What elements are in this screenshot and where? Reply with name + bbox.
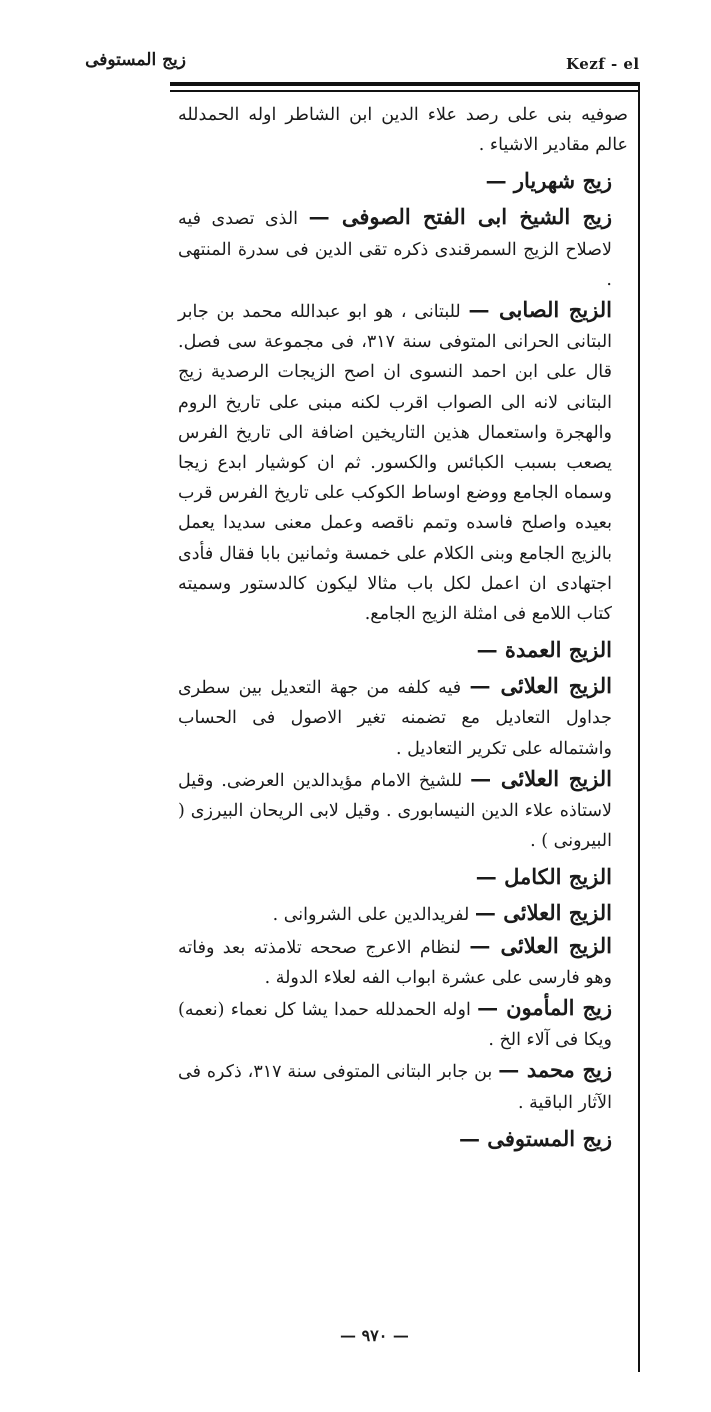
page-number: — ۹۷۰ — (340, 1326, 409, 1345)
entry-head: الزیج العلائی — (474, 900, 612, 926)
running-header-arabic: زیج المستوفی (85, 50, 186, 70)
entry (178, 931, 628, 993)
entry-text: بن جابر البتانی المتوفی سنة ۳۱۷، ذکره فی الآثار الباقیة . (178, 1062, 612, 1113)
entry-text: الذی تصدی فیه لاصلاح الزیج السمرقندی ذکره تقی الدین فی سدرة المنتهی . (178, 209, 612, 290)
page-body (178, 100, 628, 1160)
entry-text: اوله الحمدلله حمدا یشا کل نعماء (نعمه) ویکا فی آلاء الخ . (178, 1000, 612, 1051)
margin-rule (638, 82, 640, 1372)
header-rule-thin (170, 90, 638, 92)
entry-head: الزیج الصابی — (468, 297, 612, 323)
entry-head: زیج محمد — (498, 1057, 612, 1083)
entry-head: الزیج الکامل — (475, 864, 612, 890)
entry-head: زیج المأمون — (477, 995, 612, 1021)
entry-heading-only (178, 629, 628, 671)
entry-head: الزیج العمدة — (476, 637, 612, 663)
entry-text: لفریدالدین علی الشروانی . (272, 905, 475, 926)
entry-head: الزیج العلائی — (469, 932, 613, 958)
entry-head: زیج الشیخ ابی الفتح الصوفی — (308, 204, 612, 230)
entry (178, 1055, 628, 1117)
entry (178, 993, 628, 1055)
entry (178, 671, 628, 764)
entry-text: فیه کلفه من جهة التعدیل بین سطری جداول التعادیل مع تضمنه تغیر الاصول فی الحساب واشتماله علی تکریر التعادیل . (178, 678, 612, 759)
entry (178, 898, 628, 930)
entry-head: الزیج العلائی — (469, 673, 612, 699)
entry-head: الزیج العلائی — (470, 765, 612, 791)
entry (178, 202, 628, 295)
header-rule-thick (170, 82, 638, 86)
entry-head: زیج شهریار — (485, 168, 612, 194)
entry-text: صوفیه بنی علی رصد علاء الدین ابن الشاطر اوله الحمدلله عالم مقادیر الاشیاء . (178, 105, 628, 156)
entry-heading-only (178, 160, 628, 202)
entry-continuation (178, 100, 628, 160)
entry-text: للشیخ الامام مؤیدالدین العرضی. وقیل لاستاذه علاء الدین النیسابوری . وقیل لابی الریحان البیرزی ( البیرونی ) . (178, 770, 612, 852)
entry-heading-only (178, 1118, 628, 1160)
entry-text: للبتانی ، هو ابو عبدالله محمد بن جابر البتانی الحرانی المتوفی سنة ۳۱۷، فی مجموعة سی فصل. قال علی ابن احمد النسوی ان اصح الزیجات الرصدیة زیج البتانی لانه الی الصواب اقرب لکنه مبنی علی تاریخ الروم والهجرة واستعمال هذین التاریخین اضافة الی تاریخ الفرس یصعب بسبب الکبائس والکسور. ثم ان کوشیار ابدع زیجا وسماه الجامع ووضع اوساط الکوکب علی تاریخ الفرس قرب بعیده واصلح فاسده وتمم ناقصه وعمل معنی سدیدا یعمل بالزیج الجامع وبنی الکلام علی خمسة وثمانین بابا فقال فأدی اجتهادی ان اعمل لکل باب مثالا لیکون کالدستور وسمیته کتاب اللامع فی امثلة الزیج الجامع. (178, 302, 613, 625)
running-header-latin: Kezf - el (566, 55, 640, 73)
entry-text: لنظام الاعرج صححه تلامذته بعد وفاته وهو فارسی علی عشرة ابواب الفه لعلاء الدولة . (178, 937, 612, 988)
entry (178, 295, 628, 629)
entry-heading-only (178, 856, 628, 898)
entry (178, 764, 628, 857)
entry-head: زیج المستوفی — (459, 1125, 612, 1151)
